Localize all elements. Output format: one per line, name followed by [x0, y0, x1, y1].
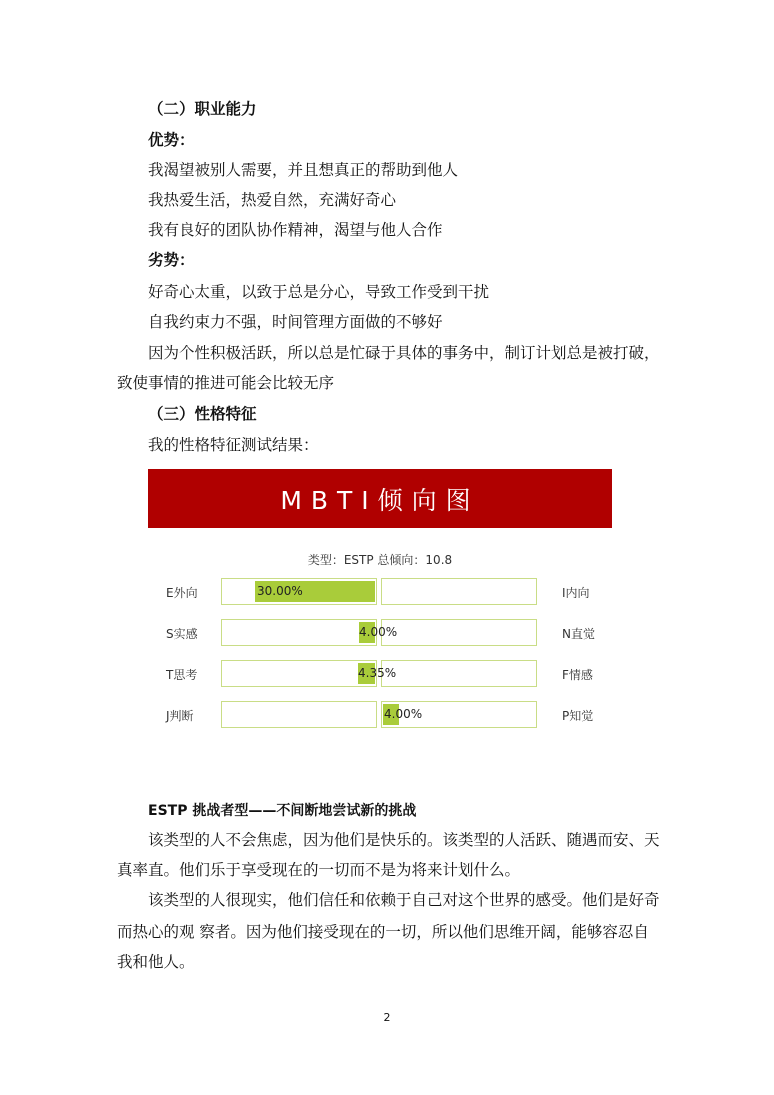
- left-label: E外向: [166, 586, 198, 600]
- advantage-item: 我渴望被别人需要，并且想真正的帮助到他人: [148, 161, 459, 179]
- section-title: （二）职业能力: [148, 100, 257, 118]
- left-bar-box: [221, 701, 377, 728]
- right-bar-box: [381, 578, 537, 605]
- right-label: N直觉: [562, 627, 595, 641]
- left-label: J判断: [166, 709, 194, 723]
- paragraph-line: 该类型的人不会焦虑，因为他们是快乐的。该类型的人活跃、随遇而安、天: [148, 831, 660, 849]
- section-title: （三）性格特征: [148, 405, 257, 423]
- tendency-value-label: 4.00%: [359, 625, 398, 639]
- paragraph-line: 而热心的观 察者。因为他们接受现在的一切，所以他们思维开阔，能够容忍自: [117, 923, 649, 941]
- advantages-heading: 优势：: [148, 131, 195, 149]
- paragraph-line: 真率直。他们乐于享受现在的一切而不是为将来计划什么。: [117, 861, 521, 879]
- disadvantages-heading: 劣势：: [148, 251, 195, 269]
- left-label: T思考: [166, 668, 198, 682]
- tendency-value-label: 4.35%: [358, 666, 397, 680]
- estp-title: ESTP 挑战者型——不间断地尝试新的挑战: [148, 803, 417, 819]
- disadvantage-item: 自我约束力不强，时间管理方面做的不够好: [148, 313, 443, 331]
- chart-subtitle: 类型：ESTP 总倾向：10.8: [307, 553, 453, 567]
- left-label: S实感: [166, 627, 198, 641]
- test-intro: 我的性格特征测试结果：: [148, 436, 319, 454]
- tendency-value-label: 30.00%: [257, 584, 303, 598]
- disadvantage-paragraph-line: 致使事情的推进可能会比较无序: [117, 374, 335, 392]
- right-bar-box: [381, 660, 537, 687]
- disadvantage-paragraph-line: 因为个性积极活跃，所以总是忙碌于具体的事务中，制订计划总是被打破，: [148, 344, 660, 362]
- advantage-item: 我有良好的团队协作精神，渴望与他人合作: [148, 221, 443, 239]
- tendency-value-label: 4.00%: [384, 707, 423, 721]
- left-bar-box: [221, 660, 377, 687]
- paragraph-line: 我和他人。: [117, 953, 195, 971]
- right-label: P知觉: [562, 709, 594, 723]
- page-number: 2: [383, 1011, 391, 1024]
- paragraph-line: 该类型的人很现实，他们信任和依赖于自己对这个世界的感受。他们是好奇: [148, 891, 660, 909]
- left-bar-box: [221, 619, 377, 646]
- right-label: I内向: [562, 586, 590, 600]
- right-label: F情感: [562, 668, 593, 682]
- chart-title-banner: MBTI倾向图: [148, 469, 612, 528]
- advantage-item: 我热爱生活，热爱自然，充满好奇心: [148, 191, 397, 209]
- right-bar-box: [381, 619, 537, 646]
- disadvantage-item: 好奇心太重，以致于总是分心，导致工作受到干扰: [148, 283, 490, 301]
